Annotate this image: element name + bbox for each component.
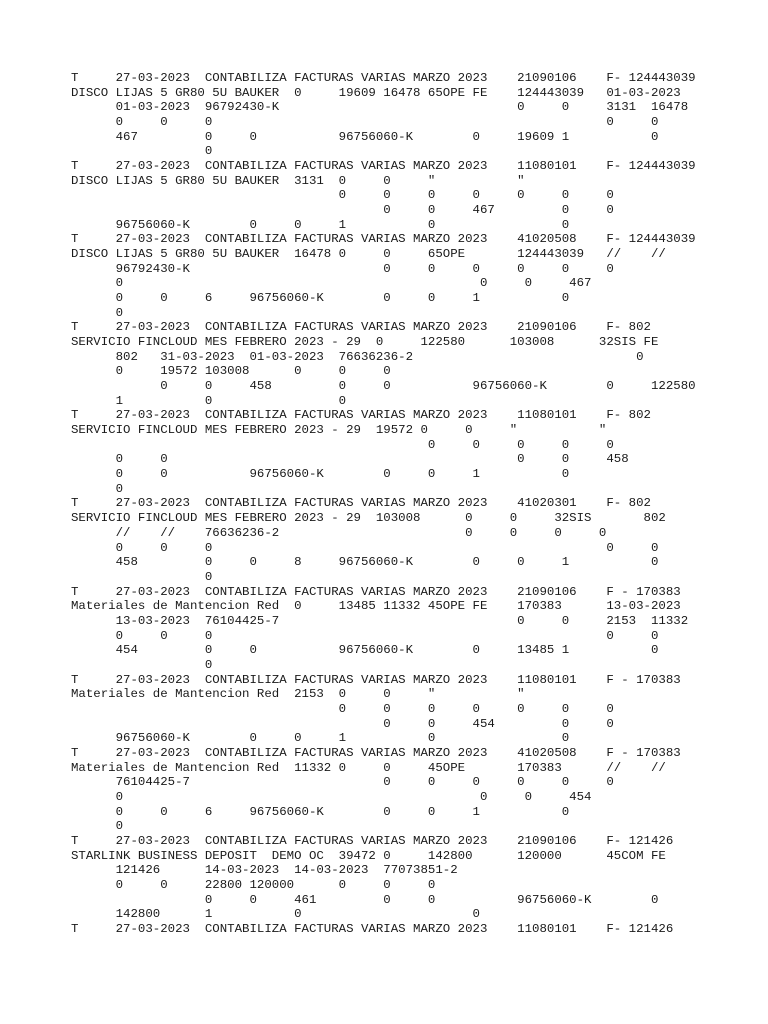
listing-line: 0 0 461 0 0 96756060-K 0 xyxy=(71,892,659,907)
accounting-entries-listing xyxy=(71,71,696,937)
listing-line: 0 xyxy=(71,481,124,496)
listing-line: 0 xyxy=(71,144,213,159)
listing-line: T 27-03-2023 CONTABILIZA FACTURAS VARIAS MARZO 2023 11080101 F- 802 xyxy=(71,408,651,423)
listing-line: STARLINK BUSINESS DEPOSIT DEMO OC 39472 0 142800 120000 45COM FE xyxy=(71,848,666,863)
listing-line: Materiales de Mantencion Red 11332 0 0 45OPE 170383 // // xyxy=(71,760,666,775)
listing-line: 0 0 96756060-K 0 0 1 0 xyxy=(71,467,570,482)
listing-line: T 27-03-2023 CONTABILIZA FACTURAS VARIAS MARZO 2023 41020508 F - 170383 xyxy=(71,745,681,760)
listing-line: 0 xyxy=(71,305,124,320)
listing-line: SERVICIO FINCLOUD MES FEBRERO 2023 - 29 19572 0 0 " " xyxy=(71,423,607,438)
listing-line: DISCO LIJAS 5 GR80 5U BAUKER 0 19609 16478 65OPE FE 124443039 01-03-2023 xyxy=(71,85,681,100)
listing-line: 0 19572 103008 0 0 0 xyxy=(71,364,391,379)
listing-line: 0 0 6 96756060-K 0 0 1 0 xyxy=(71,291,570,306)
listing-line: T 27-03-2023 CONTABILIZA FACTURAS VARIAS MARZO 2023 21090106 F- 802 xyxy=(71,320,651,335)
listing-line: 458 0 0 8 96756060-K 0 0 1 0 xyxy=(71,555,659,570)
listing-line: 0 xyxy=(71,569,213,584)
listing-line: 0 0 0 0 0 0 0 xyxy=(71,188,614,203)
listing-line: 802 31-03-2023 01-03-2023 76636236-2 0 xyxy=(71,349,644,364)
listing-line: 0 0 458 0 0 96756060-K 0 122580 xyxy=(71,379,696,394)
listing-line: T 27-03-2023 CONTABILIZA FACTURAS VARIAS MARZO 2023 11080101 F- 121426 xyxy=(71,921,674,936)
listing-line: 0 0 6 96756060-K 0 0 1 0 xyxy=(71,804,570,819)
listing-line: T 27-03-2023 CONTABILIZA FACTURAS VARIAS MARZO 2023 11080101 F - 170383 xyxy=(71,672,681,687)
listing-line: T 27-03-2023 CONTABILIZA FACTURAS VARIAS MARZO 2023 41020508 F- 124443039 xyxy=(71,232,696,247)
listing-line: 0 0 22800 120000 0 0 0 xyxy=(71,877,436,892)
listing-line: 0 0 0 454 xyxy=(71,789,592,804)
listing-line: // // 76636236-2 0 0 0 0 xyxy=(71,525,607,540)
listing-line: 0 0 0 0 0 0 0 xyxy=(71,701,614,716)
listing-line: 0 0 454 0 0 xyxy=(71,716,614,731)
listing-line: 1 0 0 xyxy=(71,393,347,408)
listing-line: 96792430-K 0 0 0 0 0 0 xyxy=(71,261,614,276)
listing-line: Materiales de Mantencion Red 0 13485 11332 45OPE FE 170383 13-03-2023 xyxy=(71,599,681,614)
listing-line: SERVICIO FINCLOUD MES FEBRERO 2023 - 29 103008 0 0 32SIS 802 xyxy=(71,511,666,526)
listing-line: 0 0 467 0 0 xyxy=(71,203,614,218)
listing-line: T 27-03-2023 CONTABILIZA FACTURAS VARIAS MARZO 2023 21090106 F- 124443039 xyxy=(71,71,696,85)
listing-line: T 27-03-2023 CONTABILIZA FACTURAS VARIAS MARZO 2023 11080101 F- 124443039 xyxy=(71,159,696,174)
listing-line: 0 0 0 0 458 xyxy=(71,452,629,467)
listing-line: 96756060-K 0 0 1 0 0 xyxy=(71,217,570,232)
listing-line: 0 xyxy=(71,819,124,834)
listing-line: 76104425-7 0 0 0 0 0 0 xyxy=(71,775,614,790)
listing-line: 0 0 0 0 0 xyxy=(71,115,659,130)
listing-line: 142800 1 0 0 xyxy=(71,907,480,922)
listing-line: 13-03-2023 76104425-7 0 0 2153 11332 xyxy=(71,613,689,628)
listing-line: 454 0 0 96756060-K 0 13485 1 0 xyxy=(71,643,659,658)
listing-line: 121426 14-03-2023 14-03-2023 77073851-2 xyxy=(71,863,458,878)
listing-line: 0 0 0 0 0 xyxy=(71,628,659,643)
listing-line: DISCO LIJAS 5 GR80 5U BAUKER 16478 0 0 65OPE 124443039 // // xyxy=(71,247,666,262)
listing-line: 467 0 0 96756060-K 0 19609 1 0 xyxy=(71,129,659,144)
listing-line: DISCO LIJAS 5 GR80 5U BAUKER 3131 0 0 " " xyxy=(71,173,525,188)
listing-line: T 27-03-2023 CONTABILIZA FACTURAS VARIAS MARZO 2023 21090106 F- 121426 xyxy=(71,833,674,848)
listing-line: 96756060-K 0 0 1 0 0 xyxy=(71,731,570,746)
listing-line: 0 xyxy=(71,657,213,672)
listing-line: SERVICIO FINCLOUD MES FEBRERO 2023 - 29 0 122580 103008 32SIS FE xyxy=(71,335,659,350)
listing-line: 0 0 0 0 0 xyxy=(71,437,614,452)
listing-line: Materiales de Mantencion Red 2153 0 0 " " xyxy=(71,687,525,702)
listing-line: T 27-03-2023 CONTABILIZA FACTURAS VARIAS MARZO 2023 21090106 F - 170383 xyxy=(71,584,681,599)
listing-line: T 27-03-2023 CONTABILIZA FACTURAS VARIAS MARZO 2023 41020301 F- 802 xyxy=(71,496,651,511)
listing-line: 0 0 0 467 xyxy=(71,276,592,291)
listing-line: 0 0 0 0 0 xyxy=(71,540,659,555)
listing-line: 01-03-2023 96792430-K 0 0 3131 16478 xyxy=(71,100,689,115)
